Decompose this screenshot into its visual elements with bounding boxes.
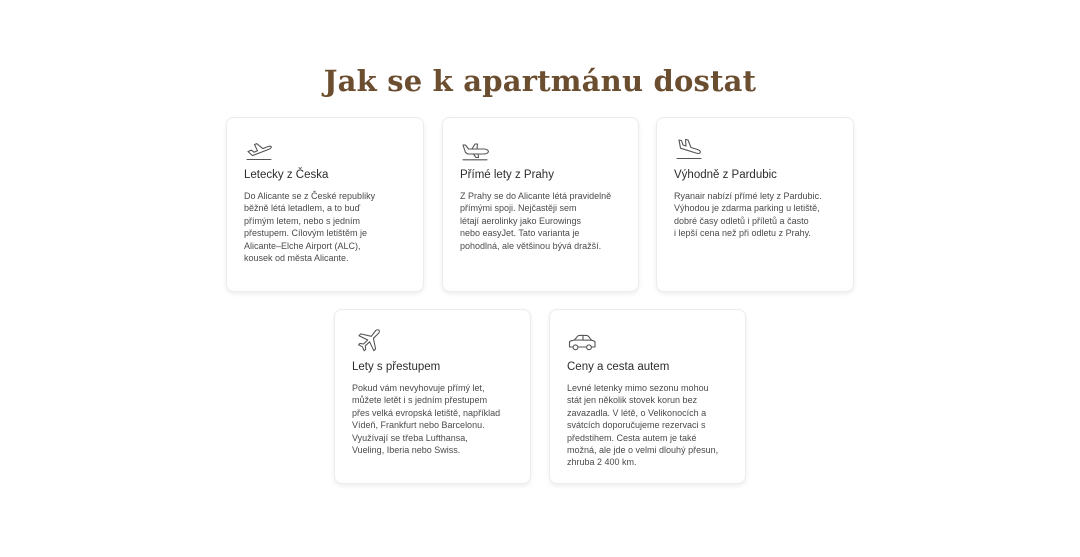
airplane-takeoff-icon [244, 136, 274, 162]
card-lety-s-prestupem [334, 309, 531, 484]
card-text: Pokud vám nevyhovuje přímý let, můžete letět i s jedním přestupem přes velká evropská letiště, například Vídeň, Frankfurt nebo Barcelonu. Využívají se třeba Lufthansa, Vueling, Iberia nebo Swiss. [352, 383, 501, 456]
card-letecky-z-ceska [226, 117, 424, 292]
card-text: Do Alicante se z České republiky běžně létá letadlem, a to buď přímým letem, nebo s jedním přestupem. Cílovým letištěm je Alicante–Elche Airport (ALC), kousek od města Alicante. [244, 191, 376, 264]
airplane-landing-icon [674, 136, 704, 162]
card-prime-lety-z-prahy [442, 117, 639, 292]
card-ceny-a-cesta-autem [549, 309, 746, 484]
card-text: Levné letenky mimo sezonu mohou stát jen několik stovek korun bez zavazadla. V létě, o Velikonocích a svátcích doporučujeme rezervaci s předstihem. Cesta autem je také možná, ale jde o velmi dlouhý přesun, zhruba 2 400 km. [567, 383, 719, 468]
card-text: Z Prahy se do Alicante létá pravidelně přímými spoji. Nejčastěji sem létají aerolinky jako Eurowings nebo easyJet. Tato varianta je pohodlná, ale většinou bývá dražší. [460, 191, 612, 251]
car-icon [567, 328, 597, 354]
card-vyhodne-z-pardubic [656, 117, 854, 292]
card-title: Ceny a cesta autem [567, 361, 670, 373]
card-title: Přímé lety z Prahy [460, 169, 554, 181]
airplane-side-icon [460, 136, 490, 162]
card-text: Ryanair nabízí přímé lety z Pardubic. Výhodou je zdarma parking u letiště, dobré časy odletů i příletů a často i lepší cena než při odletu z Prahy. [674, 191, 822, 239]
card-title: Letecky z Česka [244, 169, 329, 181]
card-title: Výhodně z Pardubic [674, 169, 777, 181]
card-title: Lety s přestupem [352, 361, 441, 373]
page-title: Jak se k apartmánu dostat [323, 64, 757, 98]
airplane-icon [352, 328, 382, 354]
